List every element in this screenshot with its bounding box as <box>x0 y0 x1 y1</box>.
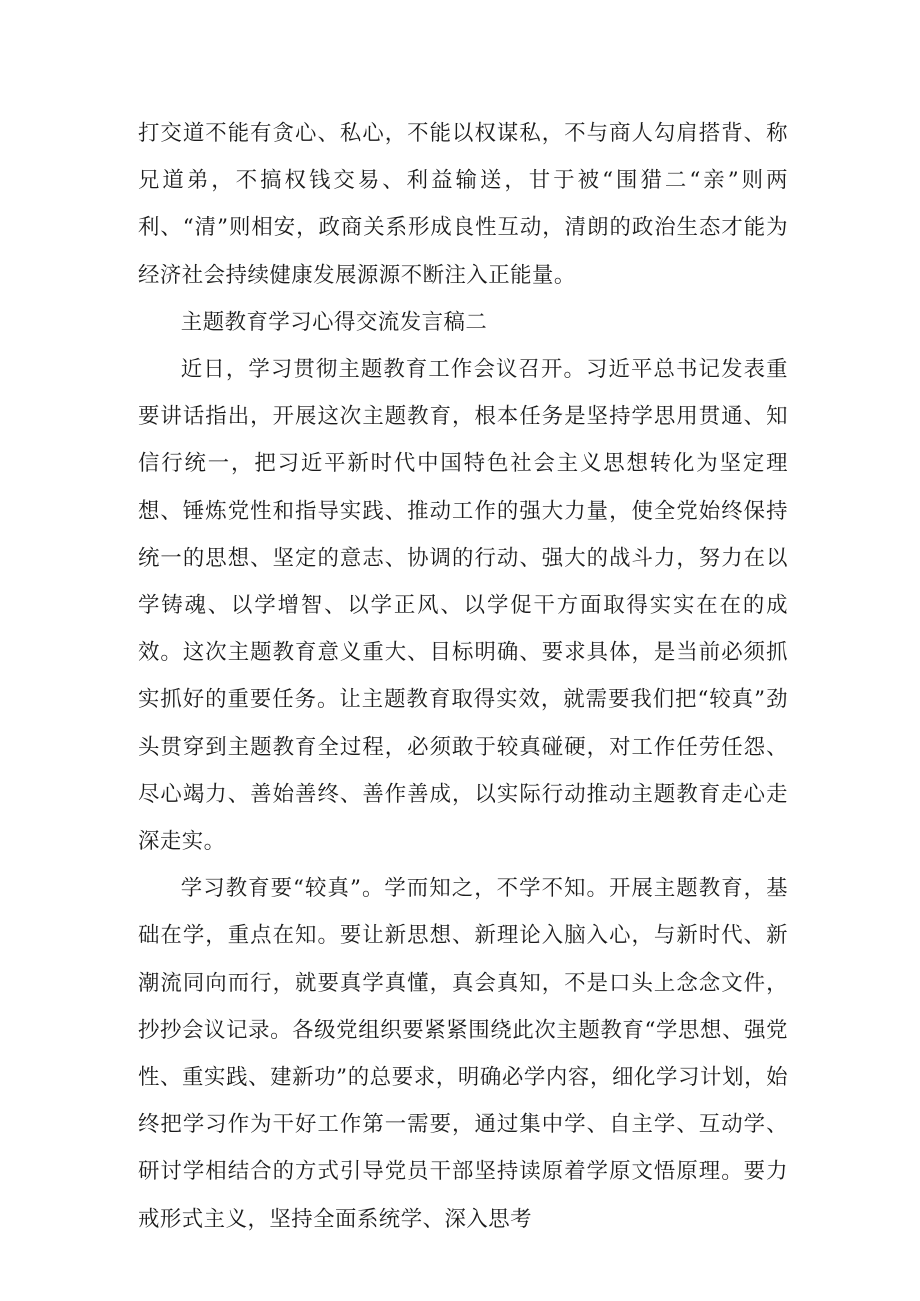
document-body <box>138 110 788 1243</box>
paragraph-2: 近日，学习贯彻主题教育工作会议召开。习近平总书记发表重要讲话指出，开展这次主题教育，根本任务是坚持学思用贯通、知信行统一，把习近平新时代中国特色社会主义思想转化为坚定理想、锤炼党性和指导实践、推动工作的强大力量，使全党始终保持统一的思想、坚定的意志、协调的行动、强大的战斗力，努力在以学铸魂、以学增智、以学正风、以学促干方面取得实实在在的成效。这次主题教育意义重大、目标明确、要求具体，是当前必须抓实抓好的重要任务。让主题教育取得实效，就需要我们把“较真”劲头贯穿到主题教育全过程，必须敢于较真碰硬，对工作任劳任怨、尽心竭力、善始善终、善作善成，以实际行动推动主题教育走心走深走实。 <box>138 357 788 855</box>
paragraph-3: 学习教育要“较真”。学而知之，不学不知。开展主题教育，基础在学，重点在知。要让新思想、新理论入脑入心，与新时代、新潮流同向而行，就要真学真懂，真会真知，不是口头上念念文件，抄抄会议记录。各级党组织要紧紧围绕此次主题教育“学思想、强党性、重实践、建新功”的总要求，明确必学内容，细化学习计划，始终把学习作为干好工作第一需要，通过集中学、自主学、互动学、研讨学相结合的方式引导党员干部坚持读原着学原文悟原理。要力戒形式主义，坚持全面系统学、深入思考 <box>138 876 788 1232</box>
paragraph-1: 打交道不能有贪心、私心，不能以权谋私，不与商人勾肩搭背、称兄道弟，不搞权钱交易、利益输送，甘于被“围猎二“亲”则两利、“清”则相安，政商关系形成良性互动，清朗的政治生态才能为经济社会持续健康发展源源不断注入正能量。 <box>138 121 788 288</box>
section-heading: 主题教育学习心得交流发言稿二 <box>180 309 488 335</box>
